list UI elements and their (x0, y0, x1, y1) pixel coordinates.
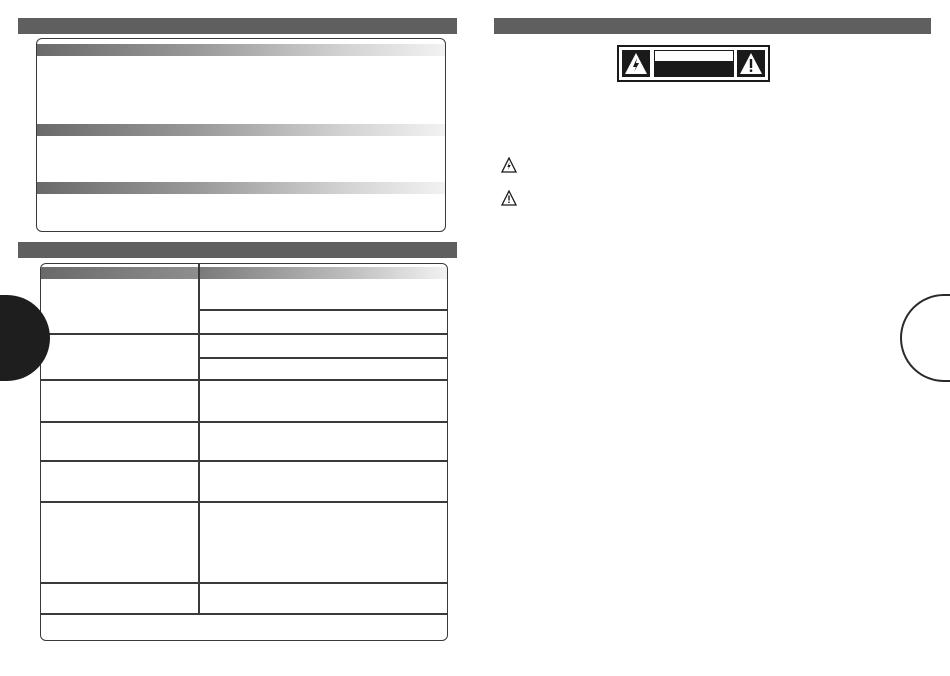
exclamation-triangle-icon (501, 190, 517, 206)
caution-text-box (654, 50, 734, 77)
caution-label (617, 45, 770, 82)
spec-table-line (198, 309, 448, 311)
spec-table-row-line (41, 460, 448, 462)
lightning-symbol-icon (622, 50, 650, 77)
spec-table-header-left (41, 267, 198, 279)
section-bar-safety (494, 18, 931, 34)
exclamation-symbol-icon (737, 50, 765, 77)
panel-subheader-1 (37, 44, 445, 56)
spec-table-header-right (199, 267, 447, 279)
spec-table-row-line (41, 333, 448, 335)
spec-table-row-line (41, 582, 448, 584)
spec-table-row-line (41, 501, 448, 503)
info-panel (36, 38, 446, 232)
section-bar-specifications (18, 242, 457, 258)
page-edge-tab-right (900, 294, 950, 382)
spec-table (40, 263, 448, 641)
lightning-triangle-icon (501, 157, 517, 173)
spec-table-line (198, 357, 448, 359)
section-bar-top-left (18, 18, 457, 34)
spec-table-row-line (41, 421, 448, 423)
spec-table-divider (198, 264, 200, 613)
panel-subheader-3 (37, 182, 445, 194)
panel-subheader-2 (37, 124, 445, 136)
spec-table-row-line (41, 613, 448, 615)
spec-table-row-line (41, 379, 448, 381)
